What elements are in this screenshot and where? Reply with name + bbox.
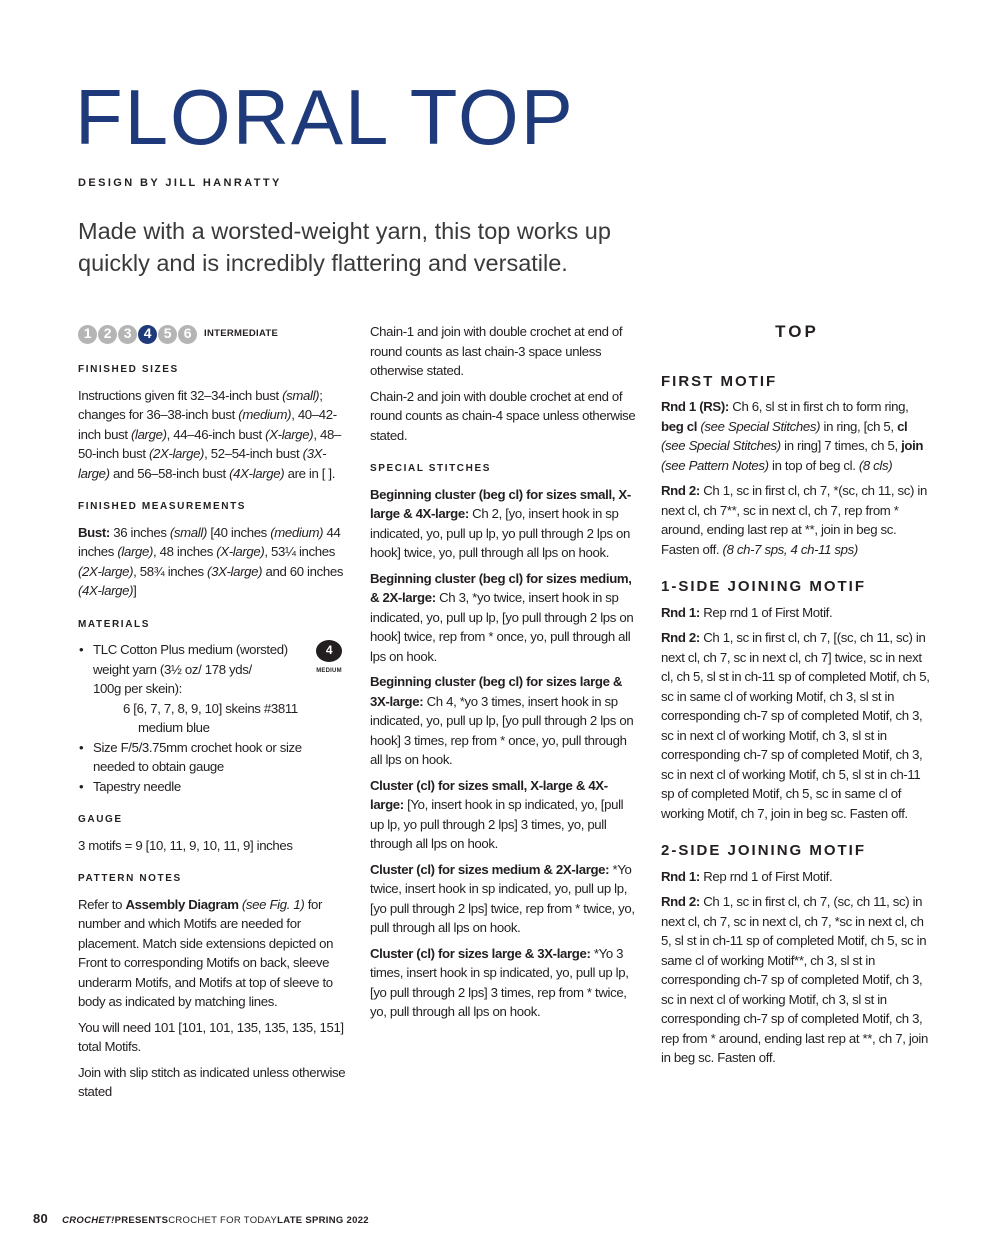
page-title: FLORAL TOP — [75, 73, 575, 161]
special-stitch-1: Beginning cluster (beg cl) for sizes small, X-large & 4X-large: Ch 2, [yo, insert hook in sp indicated, yo, pull up lp, yo pull through 2 lps on hook] twice, yo, pull through all lps on hook. — [370, 486, 631, 560]
column-3 — [661, 322, 933, 1074]
gauge-text: 3 motifs = 9 [10, 11, 9, 10, 11, 9] inches — [78, 837, 293, 853]
top-heading: TOP — [775, 322, 819, 341]
special-stitch-5: Cluster (cl) for sizes medium & 2X-large: *Yo twice, insert hook in sp indicated, yo, pull up lp, [yo pull through 2 lps] twice, rep from * twice, yo, pull through all lps on hook. — [370, 861, 635, 935]
special-stitch-2: Beginning cluster (beg cl) for sizes medium, & 2X-large: Ch 3, *yo twice, insert hook in sp indicated, yo, pull up lp, [yo pull through 2 lps on hook] twice, rep from * once, yo, pull through all lps on hook. — [370, 570, 634, 664]
yarn-weight-number: 4 — [316, 640, 342, 662]
skill-level-2: 2 — [98, 325, 117, 344]
two-side-rnd-1: Rnd 1: Rep rnd 1 of First Motif. — [661, 868, 833, 884]
two-side-joining-motif-heading: 2-SIDE JOINING MOTIF — [661, 842, 867, 859]
materials-heading: MATERIALS — [78, 618, 150, 630]
special-stitch-4: Cluster (cl) for sizes small, X-large & 4X-large: [Yo, insert hook in sp indicated, yo, [pull up lp, yo pull through 2 lps] 3 times, yo, pull through all lps on hook. — [370, 777, 624, 851]
first-motif-heading: FIRST MOTIF — [661, 372, 778, 390]
special-stitches-heading: SPECIAL STITCHES — [370, 463, 491, 474]
material-hook: • Size F/5/3.75mm crochet hook or size needed to obtain gauge — [78, 738, 350, 777]
yarn-weight-label: MEDIUM — [316, 668, 342, 674]
pattern-note-1: Refer to Assembly Diagram (see Fig. 1) for number and which Motifs are needed for placement. Match side extensions depicted on Front to corresponding Motifs on back, sleeve underarm Motifs, and Motifs at top of sleeve to body as indicated by matching lines. — [78, 896, 334, 1009]
footer-presents: PRESENTS — [114, 1215, 169, 1226]
finished-measurements-text: Bust: 36 inches (small) [40 inches (medium) 44 inches (large), 48 inches (X-large), 53¼ inches (2X-large), 58¾ inches (3X-large) and 60 inches (4X-large)] — [78, 524, 344, 598]
finished-sizes-text: Instructions given fit 32–34-inch bust (small); changes for 36–38-inch bust (medium), 40–42-inch bust (large), 44–46-inch bust (X-large), 48–50-inch bust (2X-large), 52–54-inch bust (3X-large) and 56–58-inch bust (4X-large) are in [ ]. — [78, 387, 341, 481]
finished-measurements-heading: FINISHED MEASUREMENTS — [78, 501, 247, 512]
materials-list — [78, 640, 350, 796]
skill-level-4-active: 4 — [138, 325, 157, 344]
pattern-note-3: Join with slip stitch as indicated unless otherwise stated — [78, 1064, 346, 1099]
one-side-joining-motif-heading: 1-SIDE JOINING MOTIF — [661, 578, 867, 595]
one-side-rnd-1: Rnd 1: Rep rnd 1 of First Motif. — [661, 604, 833, 620]
special-stitch-3: Beginning cluster (beg cl) for sizes large & 3X-large: Ch 4, *yo 3 times, insert hook in sp indicated, yo, pull up lp, [yo pull through 2 lps on hook] 3 times, rep from * once, yo, pull through all lps on hook. — [370, 674, 634, 767]
pattern-note-5: Chain-2 and join with double crochet at end of round counts as chain-4 space unless otherwise stated. — [370, 388, 636, 443]
footer-publication: CROCHET FOR TODAY — [168, 1215, 278, 1226]
special-stitch-6: Cluster (cl) for sizes large & 3X-large: *Yo 3 times, insert hook in sp indicated, yo, pull up lp, [yo pull through 2 lps] 3 times, rep from * twice, yo, pull through all lps on hook. — [370, 945, 629, 1019]
skill-level-6: 6 — [178, 325, 197, 344]
skill-level-5: 5 — [158, 325, 177, 344]
skill-level-1: 1 — [78, 325, 97, 344]
intro-text: Made with a worsted-weight yarn, this top works up quickly and is incredibly flattering and versatile. — [78, 218, 611, 276]
skill-level-3: 3 — [118, 325, 137, 344]
byline: DESIGN BY JILL HANRATTY — [78, 177, 282, 189]
page-footer — [33, 1211, 369, 1226]
first-motif-rnd-1: Rnd 1 (RS): Ch 6, sl st in first ch to form ring, beg cl (see Special Stitches) in ring, [ch 5, cl (see Special Stitches) in ring] 7 times, ch 5, join (see Pattern Notes) in top of beg cl. (8 cls) — [661, 399, 924, 473]
pattern-notes-heading: PATTERN NOTES — [78, 873, 182, 884]
material-needle: • Tapestry needle — [78, 777, 350, 797]
skill-level-label: INTERMEDIATE — [204, 328, 279, 340]
skill-level — [78, 322, 350, 346]
pattern-note-2: You will need 101 [101, 101, 135, 135, 135, 151] total Motifs. — [78, 1019, 344, 1054]
gauge-heading: GAUGE — [78, 814, 123, 825]
pattern-note-4: Chain-1 and join with double crochet at end of round counts as last chain-3 space unless otherwise stated. — [370, 324, 623, 378]
footer-issue: LATE SPRING 2022 — [277, 1215, 369, 1226]
page-number: 80 — [33, 1211, 49, 1226]
first-motif-rnd-2: Rnd 2: Ch 1, sc in first cl, ch 7, *(sc, ch 11, sc) in next cl, ch 7**, sc in next cl, ch 7, rep from * around, ending last rep at **, join in beg sc. Fasten off. (8 ch-7 sps, 4 ch-11 sps) — [661, 483, 927, 557]
column-2 — [370, 322, 640, 1028]
one-side-rnd-2: Rnd 2: Ch 1, sc in first cl, ch 7, [(sc, ch 11, sc) in next cl, ch 7, sc in next cl, ch 7] twice, sc in next cl, ch 5, sl st in ch-11 sp of completed Motif, ch 5, sc in same cl of working Motif, ch 3, sl st in corresponding ch-7 sp of completed Motif, ch 3, sc in next cl of working Motif, ch 3, sl st in corresponding ch-7 sp of completed Motif, ch 3, sc in next cl of working Motif, ch 5, sl st in ch-11 sp of completed Motif, ch 5, sc in same cl of working Motif, ch 7, join in beg sc. Fasten off. — [661, 630, 930, 821]
column-1 — [78, 322, 350, 1108]
material-yarn: • TLC Cotton Plus medium (worsted) weight yarn (3½ oz/ 178 yds/ 100g per skein): 6 [6, 7, 7, 8, 9, 10] skeins #3811 medium blue — [78, 640, 350, 738]
magazine-name: CROCHET! — [62, 1215, 115, 1226]
finished-sizes-heading: FINISHED SIZES — [78, 364, 179, 375]
two-side-rnd-2: Rnd 2: Ch 1, sc in first cl, ch 7, (sc, ch 11, sc) in next cl, ch 7, sc in next cl, ch 7, *sc in next cl, ch 5, sl st in ch-11 sp of completed Motif, ch 5, sc in same cl of working Motif**, ch 3, sl st in corresponding ch-7 sp of completed Motif, ch 3, sc in next cl of working Motif, ch 3, sl st in corresponding ch-7 sp of completed Motif, ch 3, rep from * around, ending last rep at **, ch 7, join in beg sc. Fasten off. — [661, 894, 928, 1065]
